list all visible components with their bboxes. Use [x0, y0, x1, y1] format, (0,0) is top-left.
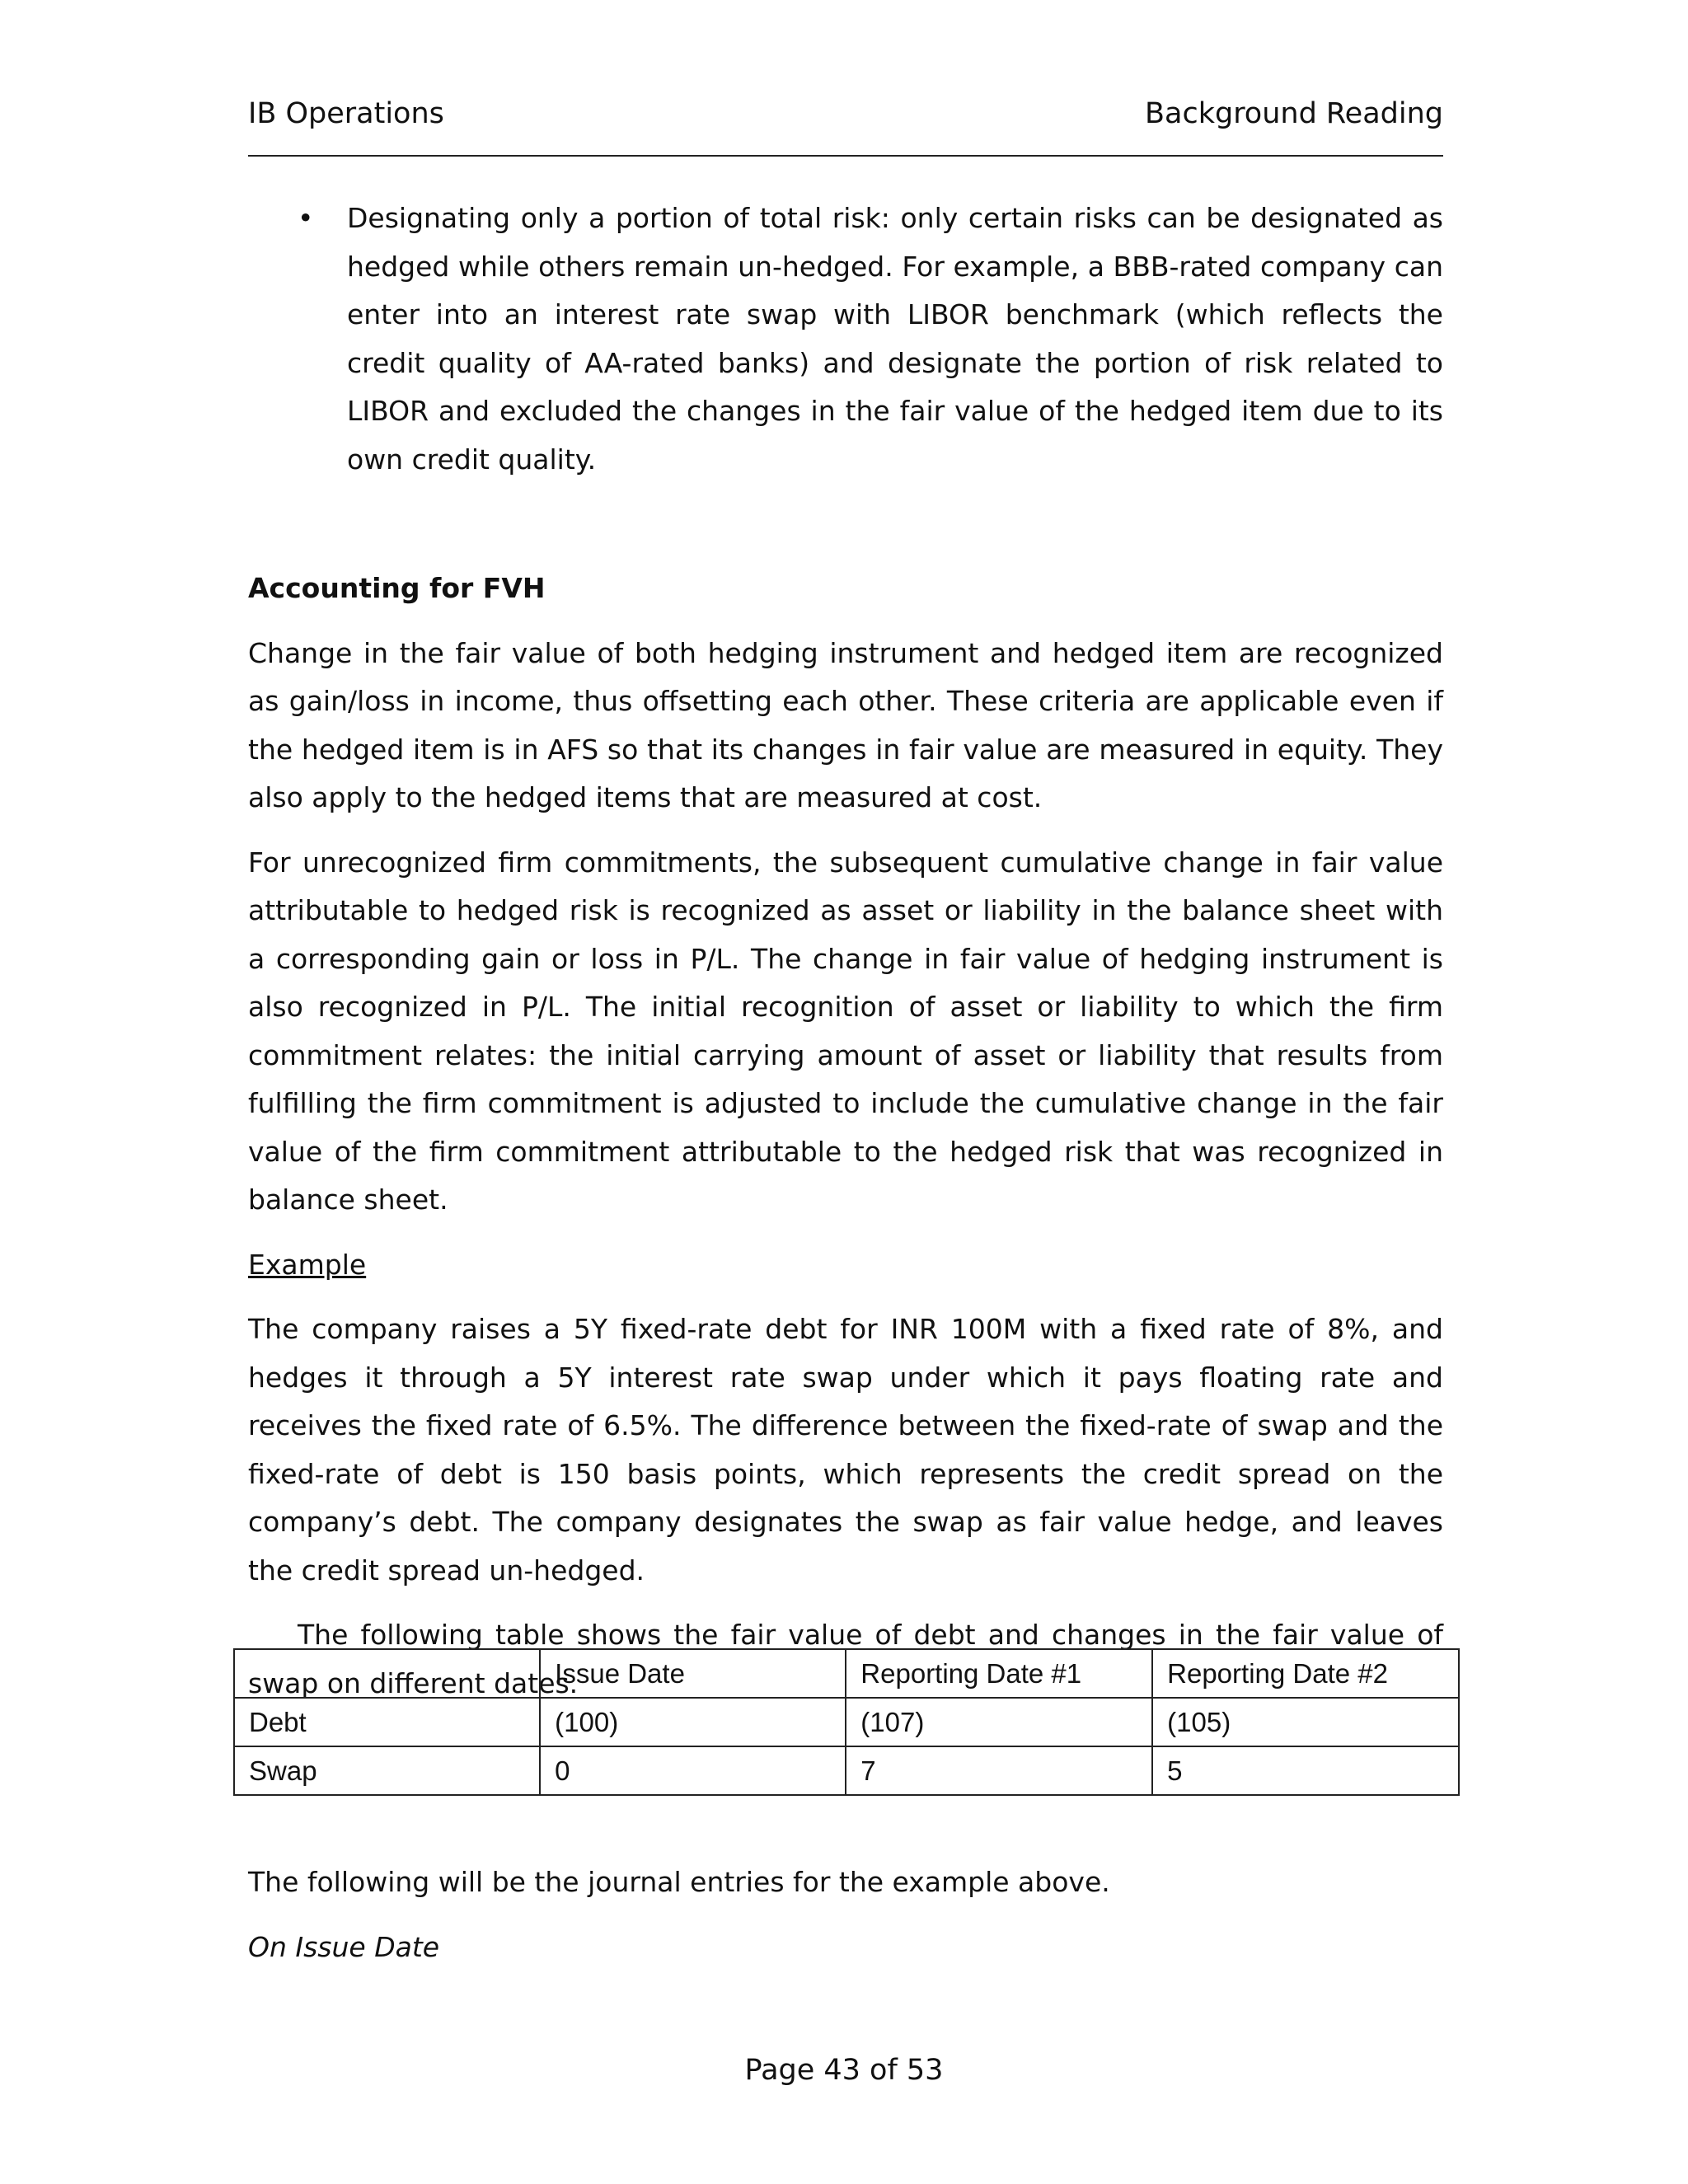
- paragraph-firm-commitments: For unrecognized firm commitments, the subsequent cumulative change in fair value attributable to hedged risk is recognized as asset or liability in the balance sheet with a corresponding gain or loss in P/L. The change in fair value of hedging instrument is also recognized in P/L. The initial recognition of asset or liability to which the firm commitment relates: the initial carrying amount of asset or liability that results from fulfilling the firm commitment is adjusted to include the cumulative change in the fair value of the firm commitment attributable to the hedged risk that was recognized in balance sheet.: [248, 846, 1443, 1216]
- table-cell: (107): [846, 1698, 1152, 1746]
- paragraph-fvh-income: Change in the fair value of both hedging instrument and hedged item are recognized as gain/loss in income, thus offsetting each other. These criteria are applicable even if the hedged item is in AFS so that its changes in fair value are measured in equity. They also apply to the hedged items that are measured at cost.: [248, 636, 1443, 813]
- paragraph-example: The company raises a 5Y fixed-rate debt for INR 100M with a fixed rate of 8%, and hedges it through a 5Y interest rate swap under which it pays floating rate and receives the fixed rate of 6.5%. The difference between the fixed-rate of swap and the fixed-rate of debt is 150 basis points, which represents the credit spread on the company’s debt. The company designates the swap as fair value hedge, and leaves the credit spread un-hedged.: [248, 1313, 1443, 1586]
- paragraph-journal-intro: The following will be the journal entries for the example above.: [248, 1866, 1110, 1898]
- header-right-title: Background Reading: [1145, 97, 1443, 130]
- fair-value-table: [233, 1648, 1460, 1796]
- table-cell: (100): [540, 1698, 846, 1746]
- table-cell: (105): [1152, 1698, 1459, 1746]
- table-row: [234, 1746, 1459, 1795]
- page-header: [248, 97, 1443, 157]
- table-cell: 5: [1152, 1746, 1459, 1795]
- table-header-cell: Reporting Date #2: [1152, 1649, 1459, 1698]
- table-cell: Debt: [234, 1698, 540, 1746]
- page-number: Page 43 of 53: [744, 2054, 944, 2087]
- post-table-content: [248, 1858, 1443, 1971]
- paragraph-table-intro: The following table shows the fair value of debt and changes in the fair value of swap on different dates.: [248, 1619, 1443, 1699]
- section-heading: Accounting for FVH: [248, 572, 546, 604]
- table-cell: Swap: [234, 1746, 540, 1795]
- page-content: [248, 194, 1443, 1708]
- bullet-item: [248, 194, 1443, 484]
- table-header-cell: Reporting Date #1: [846, 1649, 1152, 1698]
- table-header-cell: Issue Date: [540, 1649, 846, 1698]
- table-cell: 7: [846, 1746, 1152, 1795]
- table-header-row: [234, 1649, 1459, 1698]
- bullet-text: Designating only a portion of total risk: only certain risks can be designated as hedged while others remain un-hedged. For example, a BBB-rated company can enter into an interest rate swap with LIBOR benchmark (which reflects the credit quality of AA-rated banks) and designate the portion of risk related to LIBOR and excluded the changes in the fair value of the hedged item due to its own credit quality.: [347, 202, 1443, 476]
- issue-date-subheading: On Issue Date: [248, 1930, 440, 1963]
- table-cell: 0: [540, 1746, 846, 1795]
- header-left-title: IB Operations: [248, 97, 444, 130]
- example-label: Example: [248, 1248, 367, 1281]
- table-row: [234, 1698, 1459, 1746]
- bullet-dot: •: [298, 202, 314, 234]
- table-header-cell: [234, 1649, 540, 1698]
